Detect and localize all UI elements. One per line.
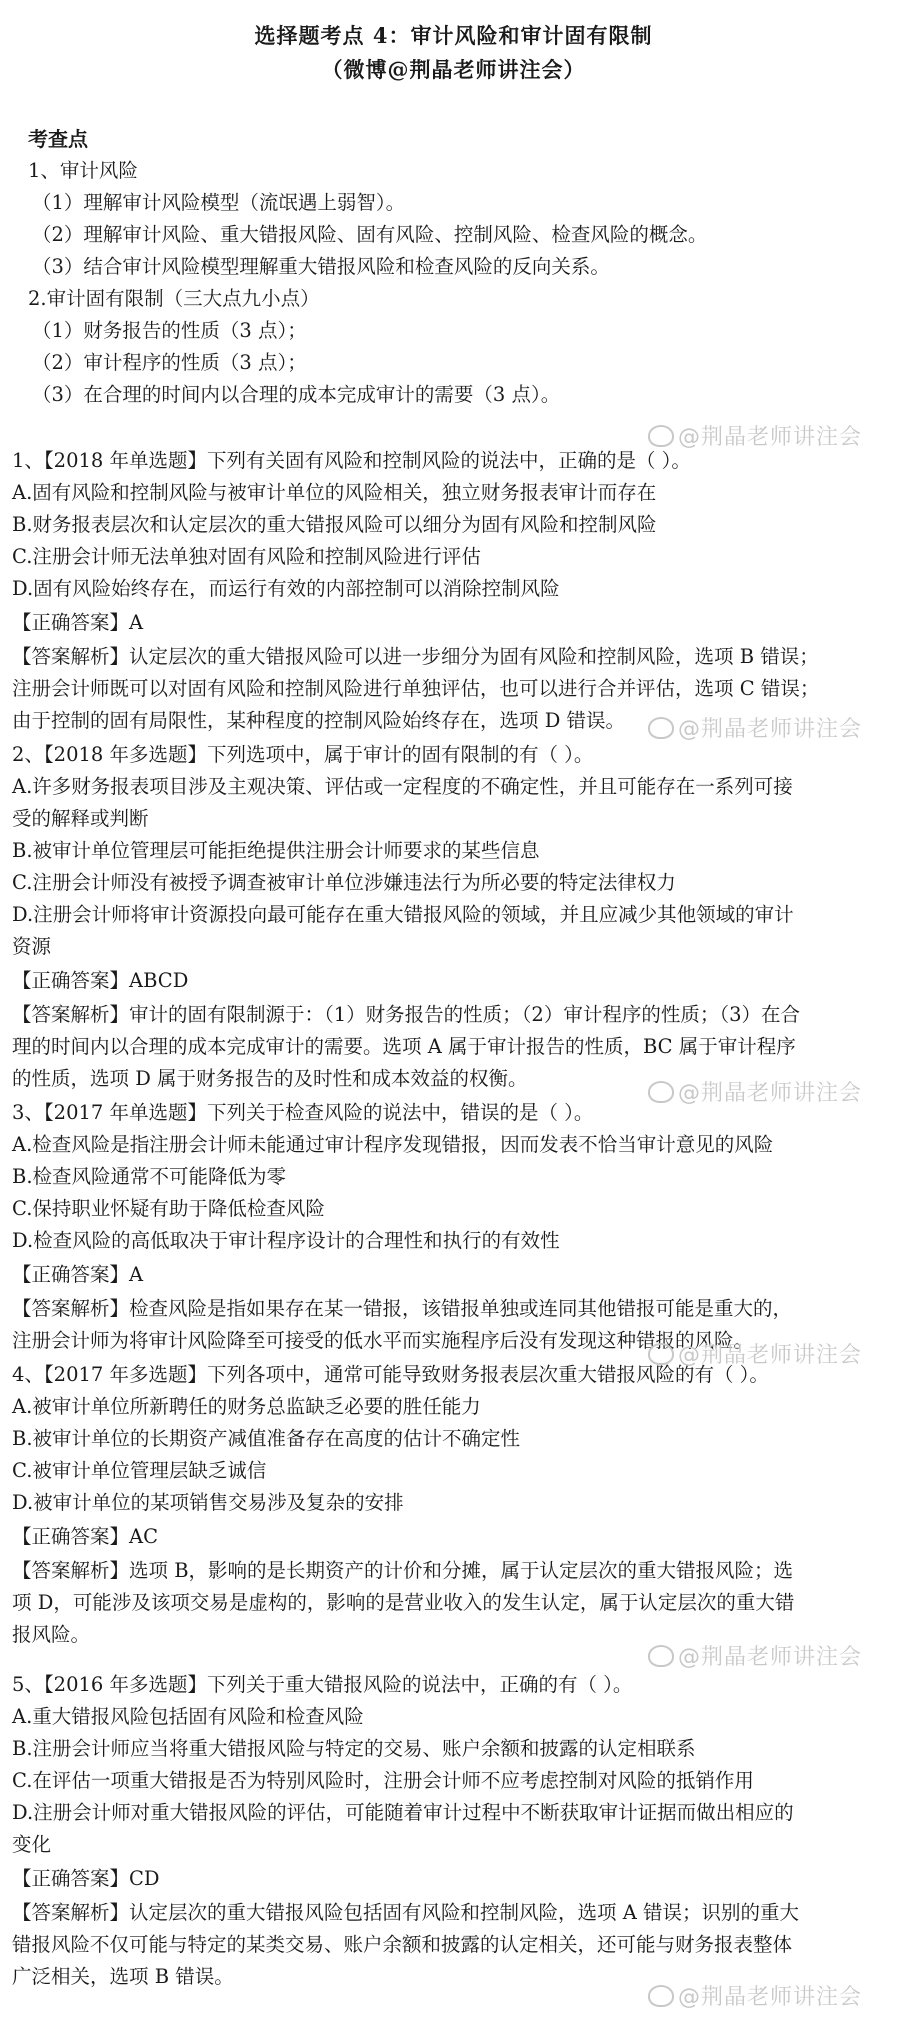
- question-3-stem: 3、【2017 年单选题】下列关于检查风险的说法中，错误的是（ ）。: [12, 1101, 594, 1124]
- overview-line: 1、审计风险: [28, 159, 138, 182]
- question-2-option: 资源: [12, 935, 52, 958]
- question-2-stem: 2、【2018 年多选题】下列选项中，属于审计的固有限制的有（ ）。: [12, 743, 594, 766]
- question-1-option: A.固有风险和控制风险与被审计单位的风险相关，独立财务报表审计而存在: [12, 481, 657, 504]
- watermark: @荆晶老师讲注会: [648, 712, 862, 743]
- weibo-icon: [648, 717, 674, 739]
- watermark: @荆晶老师讲注会: [648, 420, 862, 451]
- question-3-explanation: 【答案解析】检查风险是指如果存在某一错报，该错报单独或连同其他错报可能是重大的，: [12, 1297, 793, 1320]
- question-2-option: D.注册会计师将审计资源投向最可能存在重大错报风险的领域，并且应减少其他领域的审计: [12, 903, 794, 926]
- watermark: @荆晶老师讲注会: [648, 1076, 862, 1107]
- question-5-stem: 5、【2016 年多选题】下列关于重大错报风险的说法中，正确的有（ ）。: [12, 1673, 633, 1696]
- question-2-explanation: 理的时间内以合理的成本完成审计的需要。选项 A 属于审计报告的性质，BC 属于审计程序: [12, 1035, 796, 1058]
- question-3-option: C.保持职业怀疑有助于降低检查风险: [12, 1197, 325, 1220]
- watermark: @荆晶老师讲注会: [648, 1980, 862, 2011]
- question-5-explanation: 错报风险不仅可能与特定的某类交易、账户余额和披露的认定相关，还可能与财务报表整体: [12, 1933, 793, 1956]
- question-2-option: A.许多财务报表项目涉及主观决策、评估或一定程度的不确定性，并且可能存在一系列可接: [12, 775, 793, 798]
- question-4-option: C.被审计单位管理层缺乏诚信: [12, 1459, 267, 1482]
- overview-line: （2）审计程序的性质（3 点）；: [32, 351, 307, 374]
- question-4-explanation: 项 D，可能涉及该项交易是虚构的，影响的是营业收入的发生认定，属于认定层次的重大错: [12, 1591, 795, 1614]
- question-3-answer: 【正确答案】A: [12, 1263, 144, 1286]
- question-1-stem: 1、【2018 年单选题】下列有关固有风险和控制风险的说法中，正确的是（ ）。: [12, 449, 691, 472]
- question-5-option: D.注册会计师对重大错报风险的评估，可能随着审计过程中不断获取审计证据而做出相应的: [12, 1801, 794, 1824]
- overview-line: （3）结合审计风险模型理解重大错报风险和检查风险的反向关系。: [32, 255, 610, 278]
- question-4-stem: 4、【2017 年多选题】下列各项中，通常可能导致财务报表层次重大错报风险的有（ ）。: [12, 1363, 769, 1386]
- watermark: @荆晶老师讲注会: [648, 1640, 862, 1671]
- overview-line: （3）在合理的时间内以合理的成本完成审计的需要（3 点）。: [32, 383, 561, 406]
- document-subtitle: （微博@荆晶老师讲注会）: [321, 57, 586, 82]
- question-5-explanation: 广泛相关，选项 B 错误。: [12, 1965, 234, 1988]
- question-1-option: D.固有风险始终存在，而运行有效的内部控制可以消除控制风险: [12, 577, 560, 600]
- question-2-option: 受的解释或判断: [12, 807, 149, 830]
- section-heading: 考查点: [28, 127, 88, 151]
- question-2-explanation: 的性质，选项 D 属于财务报告的及时性和成本效益的权衡。: [12, 1067, 528, 1090]
- question-1-option: C.注册会计师无法单独对固有风险和控制风险进行评估: [12, 545, 481, 568]
- question-4-answer: 【正确答案】AC: [12, 1525, 159, 1548]
- question-5-option: B.注册会计师应当将重大错报风险与特定的交易、账户余额和披露的认定相联系: [12, 1737, 696, 1760]
- watermark: @荆晶老师讲注会: [648, 1338, 862, 1369]
- question-1-explanation: 由于控制的固有局限性，某种程度的控制风险始终存在，选项 D 错误。: [12, 709, 626, 732]
- question-3-option: A.检查风险是指注册会计师未能通过审计程序发现错报，因而发表不恰当审计意见的风险: [12, 1133, 774, 1156]
- question-2-answer: 【正确答案】ABCD: [12, 969, 189, 992]
- weibo-icon: [648, 1343, 674, 1365]
- overview-line: （1）理解审计风险模型（流氓遇上弱智）。: [32, 191, 406, 214]
- question-3-option: B.检查风险通常不可能降低为零: [12, 1165, 287, 1188]
- question-4-option: B.被审计单位的长期资产减值准备存在高度的估计不确定性: [12, 1427, 521, 1450]
- question-4-explanation: 【答案解析】选项 B，影响的是长期资产的计价和分摊，属于认定层次的重大错报风险；选: [12, 1559, 794, 1582]
- overview-line: 2.审计固有限制（三大点九小点）: [28, 287, 320, 310]
- question-4-explanation: 报风险。: [12, 1623, 91, 1646]
- question-2-option: B.被审计单位管理层可能拒绝提供注册会计师要求的某些信息: [12, 839, 540, 862]
- question-5-explanation: 【答案解析】认定层次的重大错报风险包括固有风险和控制风险，选项 A 错误；识别的重大: [12, 1901, 799, 1924]
- question-2-option: C.注册会计师没有被授予调查被审计单位涉嫌违法行为所必要的特定法律权力: [12, 871, 676, 894]
- question-2-explanation: 【答案解析】审计的固有限制源于：（1）财务报告的性质；（2）审计程序的性质；（3）在合: [12, 1003, 800, 1026]
- question-5-option: 变化: [12, 1833, 52, 1856]
- weibo-icon: [648, 1645, 674, 1667]
- question-4-option: A.被审计单位所新聘任的财务总监缺乏必要的胜任能力: [12, 1395, 481, 1418]
- question-1-explanation: 注册会计师既可以对固有风险和控制风险进行单独评估，也可以进行合并评估，选项 C 错误；: [12, 677, 820, 700]
- overview-line: （2）理解审计风险、重大错报风险、固有风险、控制风险、检查风险的概念。: [32, 223, 708, 246]
- question-5-answer: 【正确答案】CD: [12, 1867, 160, 1890]
- question-4-option: D.被审计单位的某项销售交易涉及复杂的安排: [12, 1491, 404, 1514]
- overview-line: （1）财务报告的性质（3 点）；: [32, 319, 307, 342]
- question-3-explanation: 注册会计师为将审计风险降至可接受的低水平而实施程序后没有发现这种错报的风险。: [12, 1329, 754, 1352]
- question-1-explanation: 【答案解析】认定层次的重大错报风险可以进一步细分为固有风险和控制风险，选项 B 错误；: [12, 645, 819, 668]
- question-1-option: B.财务报表层次和认定层次的重大错报风险可以细分为固有风险和控制风险: [12, 513, 657, 536]
- document-title: 选择题考点 4：审计风险和审计固有限制: [254, 23, 653, 48]
- question-1-answer: 【正确答案】A: [12, 611, 144, 634]
- question-5-option: A.重大错报风险包括固有风险和检查风险: [12, 1705, 364, 1728]
- question-5-option: C.在评估一项重大错报是否为特别风险时，注册会计师不应考虑控制对风险的抵销作用: [12, 1769, 754, 1792]
- question-3-option: D.检查风险的高低取决于审计程序设计的合理性和执行的有效性: [12, 1229, 560, 1252]
- weibo-icon: [648, 425, 674, 447]
- weibo-icon: [648, 1081, 674, 1103]
- weibo-icon: [648, 1985, 674, 2007]
